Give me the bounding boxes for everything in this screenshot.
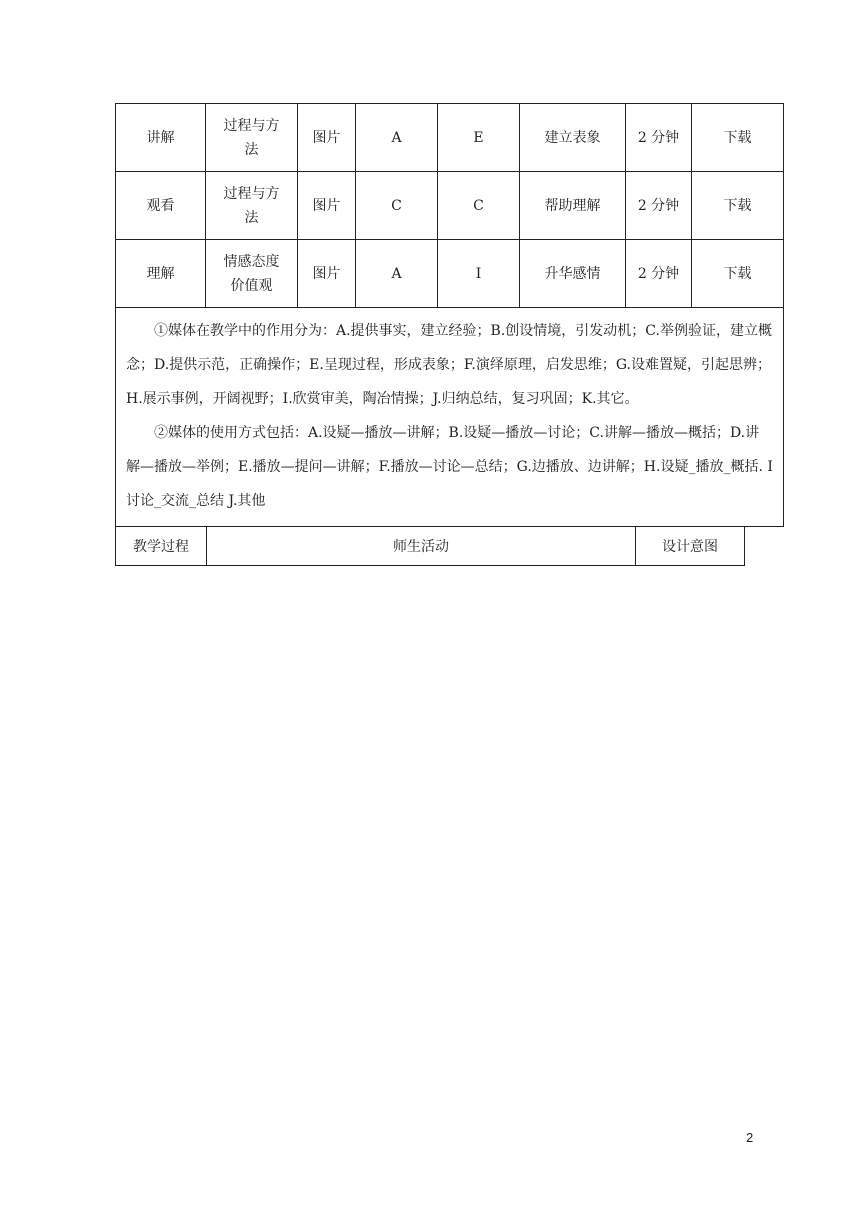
page-number: 2 — [746, 1130, 754, 1145]
goal-cell: 过程与方 法 — [206, 104, 298, 172]
usage-code-cell: I — [438, 240, 520, 308]
teaching-process-header — [115, 527, 745, 566]
effect-cell: 建立表象 — [520, 104, 626, 172]
duration-cell: 2 分钟 — [626, 104, 692, 172]
table-row — [116, 240, 784, 308]
table-row — [116, 172, 784, 240]
media-type-cell: 图片 — [298, 104, 356, 172]
teacher-student-activity-label: 师生活动 — [207, 527, 636, 565]
media-type-cell: 图片 — [298, 240, 356, 308]
goal-cell: 过程与方 法 — [206, 172, 298, 240]
usage-code-cell: E — [438, 104, 520, 172]
source-cell: 下载 — [692, 240, 784, 308]
duration-cell: 2 分钟 — [626, 172, 692, 240]
design-intent-label: 设计意图 — [662, 539, 718, 555]
effect-cell: 帮助理解 — [520, 172, 626, 240]
activity-cell: 讲解 — [116, 104, 206, 172]
role-code-cell: A — [356, 104, 438, 172]
table-row — [116, 104, 784, 172]
activity-cell: 观看 — [116, 172, 206, 240]
usage-code-cell: C — [438, 172, 520, 240]
activity-cell: 理解 — [116, 240, 206, 308]
source-cell: 下载 — [692, 104, 784, 172]
media-type-cell: 图片 — [298, 172, 356, 240]
note-media-roles: ①媒体在教学中的作用分为：A.提供事实，建立经验；B.创设情境，引发动机；C.举例验证，建立概念；D.提供示范，正确操作；E.呈现过程，形成表象；F.演绎原理，启发思维；G.设难置疑，引起思辨；H.展示事例，开阔视野；I.欣赏审美，陶冶情操；J.归纳总结，复习巩固；K.其它。 — [126, 323, 772, 407]
duration-cell: 2 分钟 — [626, 240, 692, 308]
notes-cell — [116, 308, 784, 527]
notes-row — [116, 308, 784, 527]
role-code-cell: C — [356, 172, 438, 240]
goal-cell: 情感态度 价值观 — [206, 240, 298, 308]
note-media-usage: ②媒体的使用方式包括：A.设疑—播放—讲解；B.设疑—播放—讨论；C.讲解—播放—概括；D.讲解—播放—举例；E.播放—提问—讲解；F.播放—讨论—总结；G.边播放、边讲解；H.设疑_播放_概括. I讨论_交流_总结 J.其他 — [126, 425, 773, 509]
effect-cell: 升华感情 — [520, 240, 626, 308]
media-usage-table — [115, 103, 784, 527]
source-cell: 下载 — [692, 172, 784, 240]
role-code-cell: A — [356, 240, 438, 308]
teaching-process-label: 教学过程 — [116, 527, 207, 565]
